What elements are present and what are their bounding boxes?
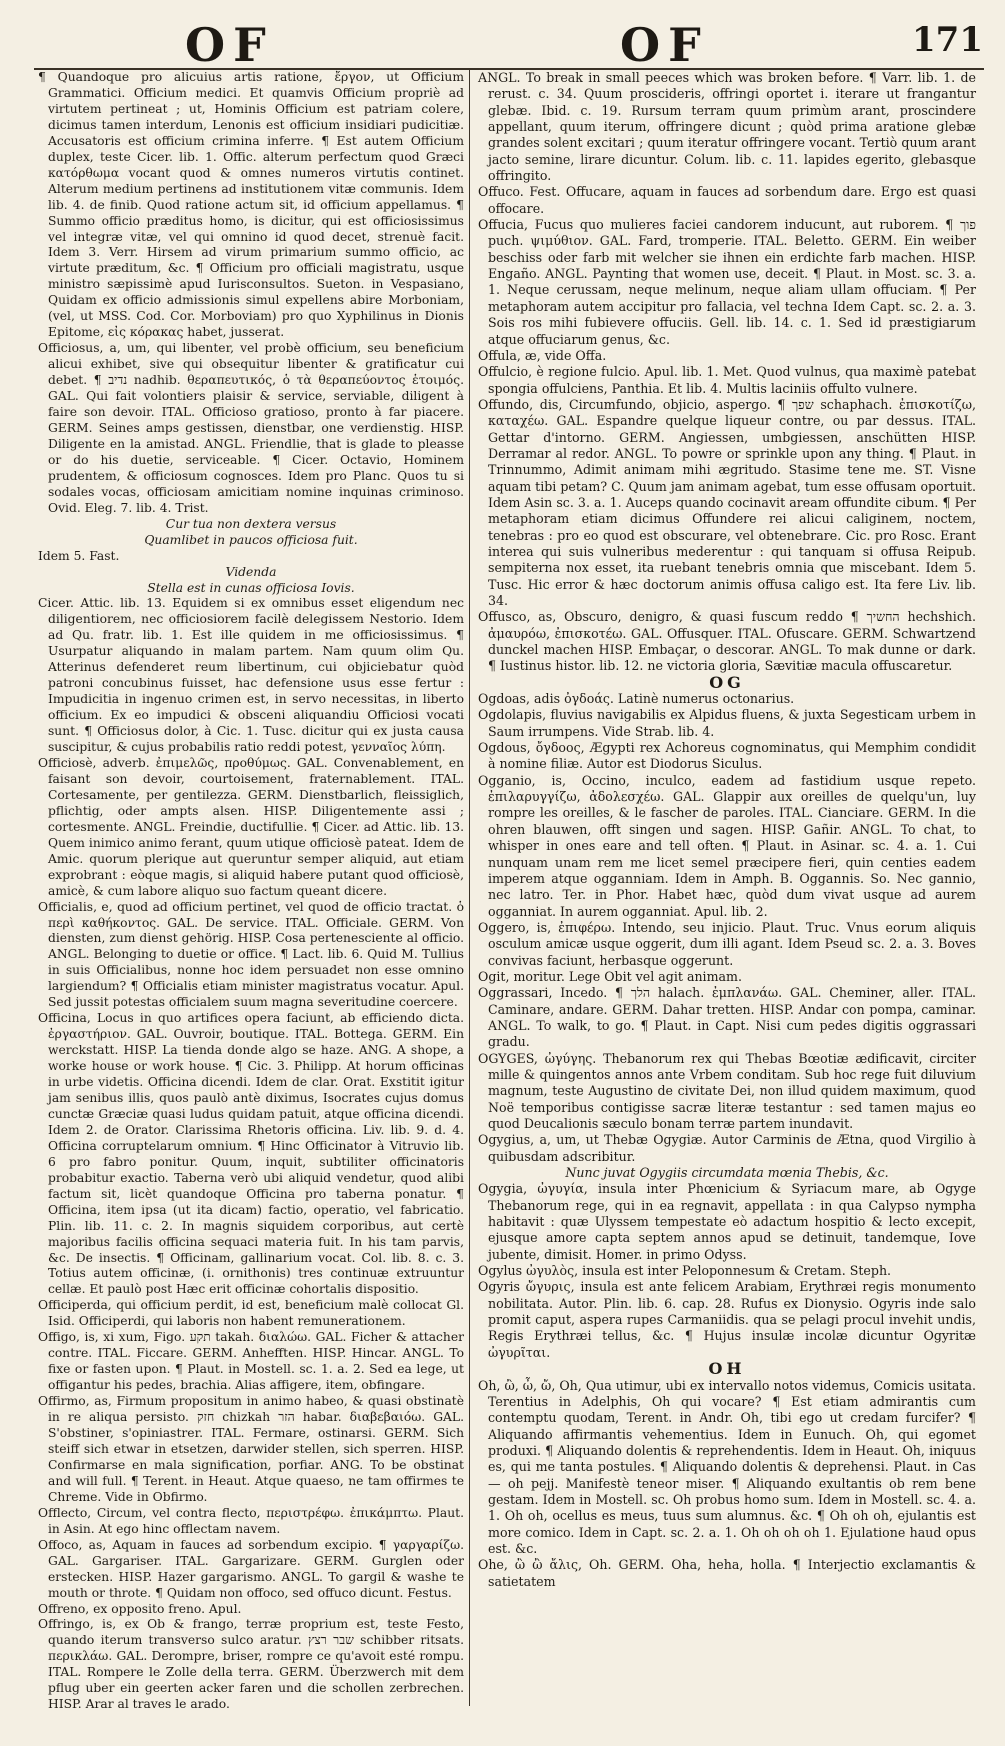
section-heading: OH <box>708 1359 746 1379</box>
dictionary-entry: Offlecto, Circum, vel contra flecto, περιστρέφω. ἐπικάμπτω. Plaut. in Asin. At ego hinc offlectam navem. <box>38 1505 464 1536</box>
dictionary-entry: Ogyris ὤγυρις, insula est ante felicem Arabiam, Erythræi regis monumento nobilitata. Autor. Plin. lib. 6. cap. 28. Rufus ex Dionysio. Ogyris inde salo promit caput, aspera rupes Carmaniidis. qua se pelagi procul invehit undis, Regis Erythræi tellus, &c. ¶ Hujus insulæ incolæ dicuntur Ogyritæ ὠγυρῖται. <box>478 1279 976 1360</box>
dictionary-entry: Ogdolapis, fluvius navigabilis ex Alpidus fluens, & juxta Segesticam urbem in Saum irrumpens. Vide Strab. lib. 4. <box>478 707 976 739</box>
dictionary-entry: Offuco. Fest. Offucare, aquam in fauces ad sorbendum dare. Ergo est quasi offocare. <box>478 184 976 216</box>
dictionary-entry: Offirmo, as, Firmum propositum in animo habeo, & quasi obstinatè in re aliqua persisto. חזק chizkah הזר habar. διαβεβαιόω. GAL. S'obstiner, s'opiniastrer. ITAL. Fermare, ostinarsi. GERM. Sich steiff sich etwar in etsetzen, darwider stellen, sich sperren. HISP. Confirmarse en mala signification, porfiar. ANG. To be obstinat and will full. ¶ Terent. in Heaut. Atque quaeso, ne tam offirmes te Chreme. Vide in Obfirmo. <box>38 1394 464 1504</box>
dictionary-entry: Offundo, dis, Circumfundo, objicio, aspergo. ¶ שפך schaphach. ἐπισκοτίζω, καταχέω. GAL. Espandre quelque liqueur contre, ou par dessus. ITAL. Gettar d'intorno. GERM. Angiessen, umbgiessen, anschütten HISP. Derramar al redor. ANGL. To powre or sprinkle upon any thing. ¶ Plaut. in Trinnummo, Adimit animam mihi ægritudo. Stasime tene me. ST. Visne aquam tibi petam? C. Quum jam animam agebat, tum esse offusam oportuit. Idem Asin sc. 3. a. 1. Auceps quando cocinavit aream offundite cibum. ¶ Per metaphoram etiam dicimus Offundere rei alicui caliginem, noctem, tenebras : pro eo quod est obscurare, vel obtenebrare. Cic. pro Rosc. Erant interea qui suis vulneribus mederentur : qui tanquam si offusa Reipub. sempiterna nox esset, ita ruebant tenebris omnia que miscebant. Idem 5. Tusc. Hic error & hæc doctorum animis offusa caligo est. Ita fere Liv. lib. 34. <box>478 396 976 608</box>
left-column <box>38 70 464 1713</box>
verse-quote: Cur tua non dextera versus <box>165 516 337 531</box>
dictionary-entry: OGYGES, ὠγύγης. Thebanorum rex qui Thebas Bœotiæ ædificavit, circiter mille & quingentos annos ante Vrbem conditam. Sub hoc rege fuit diluvium magnum, teste Augustino de civitate Dei, non illud quidem maximum, quod Noë temporibus contigisse sacræ literæ testantur : sed tamen majus eo quod Deucalionis sæculo bonam terræ partem inundavit. <box>478 1050 976 1131</box>
dictionary-entry: Cicer. Attic. lib. 13. Equidem si ex omnibus esset eligendum nec diligentiorem, nec officiosiorem facilè delegissem Nestorio. Idem ad Qu. fratr. lib. 1. Est ille quidem in me officiosissimus. ¶ Usurpatur aliquando in malam partem. Nam quum olim Qu. Atterinus defenderet reum libertinum, cui objiciebatur quòd patroni concubinus fuisset, hac defensione usus esse fertur : Impudicitia in ingenuo crimen est, in servo necessitas, in liberto officium. Ex eo impudici & obsceni aliquandiu Officiosi vocati sunt. ¶ Officiosus dolor, à Cic. 1. Tusc. dicitur qui ex justa causa suscipitur, & cujus probabilis ratio reddi potest, γενναῖος λύπη. <box>38 596 464 755</box>
dictionary-entry: Ogit, moritur. Lege Obit vel agit animam. <box>478 968 742 984</box>
dictionary-entry: Officialis, e, quod ad officium pertinet, vel quod de officio tractat. ὁ περὶ καθήκοντος. GAL. De service. ITAL. Officiale. GERM. Von diensten, zum dienst gehörig. HISP. Cosa pertenesciente al officio. ANGL. Belonging to duetie or office. ¶ Lact. lib. 6. Quid M. Tullius in suis Officialibus, nonne hoc idem persuadet non esse omnino largiendum? ¶ Officialis etiam minister magistratus vocatur. Apul. Sed jussit potestas officialem suum magna severitudine coercere. <box>38 899 464 1010</box>
dictionary-entry: Ohe, ὢ ὢ ἄλις, Oh. GERM. Oha, heha, holla. ¶ Interjectio exclamantis & satietatem <box>478 1557 976 1589</box>
dictionary-entry: Ogygius, a, um, ut Thebæ Ogygiæ. Autor Carminis de Ætna, quod Virgilio à quibusdam adscribitur. <box>478 1132 976 1164</box>
dictionary-entry: Offula, æ, vide Offa. <box>478 347 607 363</box>
dictionary-entry: Offulcio, è regione fulcio. Apul. lib. 1. Met. Quod vulnus, qua maximè patebat spongia offulciens, Panthia. Et lib. 4. Multis laciniis offulto vulnere. <box>478 364 976 396</box>
page-number: 171 <box>912 20 983 60</box>
dictionary-entry: Oggero, is, ἐπιφέρω. Intendo, seu injicio. Plaut. Truc. Vnus eorum aliquis osculum amicæ usque oggerit, dum illi agant. Idem Pseud sc. 2. a. 3. Boves convivas faciunt, herbasque oggerunt. <box>478 919 976 968</box>
dictionary-entry: ANGL. To break in small peeces which was broken before. ¶ Varr. lib. 1. de rerust. c. 34. Quum proscideris, offringi oportet i. iterare ut frangantur glebæ. Ibid. c. 19. Rursum terram quum primùm arant, proscindere appellant, quum iterum, offringere dicunt ; quòd prima aratione glebæ grandes solent excitari ; quum iteratur offringere vocant. Tertiò quum arant jacto semine, lirare dicuntur. Colum. lib. c. 11. lapides egerito, glebasque offringito. <box>478 70 976 184</box>
dictionary-entry: Oh, ὢ, ὦ, ὤ, Oh, Qua utimur, ubi ex intervallo notos videmus, Comicis usitata. Terentius in Adelphis, Oh qui vocare? ¶ Est etiam admirantis cum contemptu quodam, Terent. in Andr. Oh, tibi ego ut credam furcifer? ¶ Aliquando affirmantis vehementius. Idem in Eunuch. Oh, qui egomet produxi. ¶ Aliquando dolentis & reprehendentis. Idem in Heaut. Oh, iniquus es, qui me tanta postules. ¶ Aliquando dolentis & deprehensi. Plaut. in Cas — oh pejj. Manifestè teneor miser. ¶ Aliquando exultantis ob rem bene gestam. Idem in Mostell. sc. Oh probus homo sum. Idem in Mostell. sc. 4. a. 1. Oh oh, ocellus es meus, tuus sum alumnus. &c. ¶ Oh oh oh, ejulantis est more comico. Idem in Capt. sc. 2. a. 1. Oh oh oh oh 1. Ejulatione haud opus est. &c. <box>478 1377 976 1556</box>
dictionary-entry: ¶ Quandoque pro alicuius artis ratione, ἔργον, ut Officium Grammatici. Officium medici. Et quamvis Officium propriè ad virtutem pertineat ; ut, Hominis Officium est patriam colere, dicimus tamen interdum, Lenonis est officium insidiari pudicitiæ. Accusatoris est officium crimina inferre. ¶ Est autem Officium duplex, teste Cicer. lib. 1. Offic. alterum perfectum quod Græci κατόρθωμα vocant quod & omnes numeros virtutis continet. Alterum medium pertinens ad institutionem vitæ communis. Idem lib. 4. de finib. Quod ratione actum sit, id officium appellamus. ¶ Summo officio præditus homo, is dicitur, qui est officiosissimus vel integræ vitæ, vel qui omnino id quod decet, strenuè facit. Idem 3. Verr. Hirsem ad virum primarium summo officio, ac virtute præditum, &c. ¶ Officium pro officiali magistratu, usque ministro sæpissimè apud Iurisconsultos. Sueton. in Vespasiano, Quidam ex officio admissionis simul expellens abire Morboniam, (vel, ut MSS. Cod. Cor. Morboviam) pro quo Xyphilinus in Dionis Epitome, εἰς κόρακας habet, jusserat. <box>38 70 464 340</box>
dictionary-entry: Offoco, as, Aquam in fauces ad sorbendum excipio. ¶ γαργαρίζω. GAL. Gargariser. ITAL. Gargarizare. GERM. Gurglen oder erstecken. HISP. Hazer gargarismo. ANGL. To gargil & washe te mouth or throte. ¶ Quidam non offoco, sed offuco dicunt. Festus. <box>38 1537 464 1600</box>
right-column <box>478 70 976 1590</box>
running-head-right: OF <box>620 18 709 72</box>
verse-quote: Stella est in cunas officiosa Iovis. <box>147 580 355 595</box>
dictionary-entry: Offusco, as, Obscuro, denigro, & quasi fuscum reddo ¶ החשיך hechshich. ἀμαυρόω, ἐπισκοτέω. GAL. Offusquer. ITAL. Ofuscare. GERM. Schwartzend dunckel machen HISP. Embaçar, o descorar. ANGL. To mak dunne or dark. ¶ Iustinus histor. lib. 12. ne victoria gloria, Sævitiæ macula offuscaretur. <box>478 609 976 674</box>
dictionary-entry: Offucia, Fucus quo mulieres faciei candorem inducunt, aut ruborem. ¶ פוך puch. ψιμύθιον. GAL. Fard, tromperie. ITAL. Beletto. GERM. Ein weiber beschiss oder farb mit welcher sie ihnen ein erdichte farb machen. HISP. Engaño. ANGL. Paynting that women use, deceit. ¶ Plaut. in Most. sc. 3. a. 1. Neque cerussam, neque melinum, neque aliam ullam offuciam. ¶ Per metaphoram autem accipitur pro fallacia, vel techna Idem Capt. sc. 2. a. 3. Sois ros mihi fubievere offuciis. Gell. lib. 14. c. 1. Sed id præstigiarum atque offuciarum genus, &c. <box>478 217 976 347</box>
running-head-left: OF <box>185 18 274 72</box>
dictionary-entry: Officina, Locus in quo artifices opera faciunt, ab efficiendo dicta. ἐργαστήριον. GAL. Ouvroir, boutique. ITAL. Bottega. GERM. Ein werckstatt. HISP. La tienda donde algo se haze. ANG. A shope, a worke house or work house. ¶ Cic. 3. Philipp. At horum officinas in urbe videtis. Officina dicendi. Idem de clar. Orat. Exstitit igitur jam senibus illis, quos paulò antè diximus, Isocrates cujus domus cunctæ Græciæ quasi ludus quidam patuit, atque officina dicendi. Idem 2. de Orator. Clarissima Rhetoris officina. Liv. lib. 9. d. 4. Officina corruptelarum omnium. ¶ Hinc Officinator à Vitruvio lib. 6 pro fabro ponitur. Quum, inquit, subtiliter officinatoris probabitur exactio. Taberna verò ubi aliquid vendetur, quod alibi factum sit, licèt quandoque Officina pro taberna ponatur. ¶ Officina, item ipsa (ut ita dicam) factio, operatio, vel fabricatio. Plin. lib. 11. c. 2. In magnis siquidem corporibus, aut certè majoribus facilis officina sequaci materia fuit. In his tam parvis, &c. De insectis. ¶ Officinam, gallinarium vocat. Col. lib. 8. c. 3. Totius autem officinæ, (i. ornithonis) tres continuæ extruuntur cellæ. Et paulò post Hæc erit officinæ cohortalis dispositio. <box>38 1011 464 1297</box>
column-divider <box>469 70 470 1706</box>
dictionary-entry: Offringo, is, ex Ob & frango, terræ proprium est, teste Festo, quando iterum transverso sulco aratur. שבר רצץ schibber ritsats. περικλάω. GAL. Derompre, briser, rompre ce qu'avoit esté rompu. ITAL. Rompere le Zolle della terra. GERM. Überzwerch mit dem pflug uber ein geerten acker faren und die schollen zerbrechen. HISP. Arar al traves le arado. <box>38 1617 464 1712</box>
verse-quote: Nunc juvat Ogygiis circumdata mœnia Thebis, &c. <box>565 1165 889 1181</box>
verse-quote: Quamlibet in paucos officiosa fuit. <box>144 532 358 547</box>
page-header <box>0 14 1005 74</box>
section-heading: OG <box>709 672 745 692</box>
dictionary-entry: Oggrassari, Incedo. ¶ הלך halach. ἐμπλανάω. GAL. Cheminer, aller. ITAL. Caminare, andare. GERM. Dahar tretten. HISP. Andar con pompa, caminar. ANGL. To walk, to go. ¶ Plaut. in Capt. Nisi cum pedes digitis oggrassari gradu. <box>478 985 976 1050</box>
verse-quote: Videnda <box>225 564 277 579</box>
dictionary-entry: Ogdous, ὄγδοος, Ægypti rex Achoreus cognominatus, qui Memphim condidit à nomine filiæ. Autor est Diodorus Siculus. <box>478 740 976 772</box>
dictionary-entry: Ogganio, is, Occino, inculco, eadem ad fastidium usque repeto. ἐπιλαρυγγίζω, ἀδολεσχέω. GAL. Glappir aux oreilles de quelqu'un, luy rompre les oreilles, & le fascher de paroles. ITAL. Cianciare. GERM. In die ohren blauwen, offt singen und sagen. HISP. Gañir. ANGL. To chat, to whisper in ones eare and tell often. ¶ Plaut. in Asinar. sc. 4. a. 1. Cui nunquam unam rem me licet semel præcipere fieri, quin centies eadem imperem atque ogganniam. Idem in Amph. B. Oggannis. So. Nec gannio, nec latro. Ter. in Phor. Habet hæc, quòd dum vivat usque ad aurem ogganniat. In aurem ogganniat. Apul. lib. 2. <box>478 772 976 919</box>
dictionary-entry: Ogylus ὠγυλὸς, insula est inter Peloponnesum & Cretam. Steph. <box>478 1263 892 1279</box>
dictionary-entry: Officiosus, a, um, qui libenter, vel probè officium, seu beneficium alicui exhibet, sive qui obsequitur libenter & gratificatur cui debet. ¶ נדיב nadhib. θεραπευτικός, ὁ τὰ θεραπεύοντος ἑτοιμός. GAL. Qui fait volontiers plaisir & service, serviable, diligent à faire son devoir. ITAL. Officioso gratioso, pronto à far piacere. GERM. Seines amps gestissen, dienstbar, one verdienstig. HISP. Diligente en la amistad. ANGL. Friendlie, that is glade to pleasse or do his duetie, serviceable. ¶ Cicer. Octavio, Hominem prudentem, & officiosum cognosces. Idem pro Planc. Quos tu si sodales vocas, officiosam amicitiam nomine inquinas criminoso. Ovid. Eleg. 7. lib. 4. Trist. <box>38 341 464 515</box>
dictionary-entry: Officiosè, adverb. ἐπιμελῶς, προθύμως. GAL. Convenablement, en faisant son devoir, courtoisement, fraternablement. ITAL. Cortesamente, per gentilezza. GERM. Dienstbarlich, fleissiglich, pflichtig, oder ampts alsen. HISP. Diligentemente assi ; cortesmente. ANGL. Freindie, ductifullie. ¶ Cicer. ad Attic. lib. 13. Quem inimico animo ferant, quum utique officiosè pateat. Idem de Amic. quorum plerique aut queruntur semper aliquid, aut etiam exprobrant : eòque magis, si aliquid habere putant quod officiosè, amicè, & cum labore aliquo suo factum queant dicere. <box>38 755 464 898</box>
dictionary-entry: Ogdoas, adis ὀγδοάς. Latinè numerus octonarius. <box>478 691 795 707</box>
dictionary-entry: Offigo, is, xi xum, Figo. תקע takah. διαλώω. GAL. Ficher & attacher contre. ITAL. Ficcare. GERM. Anhefften. HISP. Hincar. ANGL. To fixe or fasten upon. ¶ Plaut. in Mostell. sc. 1. a. 2. Sed ea lege, ut offigantur his pedes, brachia. Alias affigere, item, obfingare. <box>38 1330 464 1393</box>
dictionary-entry: Officiperda, qui officium perdit, id est, beneficium malè collocat Gl. Isid. Officiperdi, qui laboris non habent remunerationem. <box>38 1298 464 1329</box>
dictionary-entry: Ogygia, ὠγυγία, insula inter Phœnicium & Syriacum mare, ab Ogyge Thebanorum rege, qui in ea regnavit, appellata : in qua Calypso nympha habitavit : quæ Ulyssem tempestate eò adactum hospitio & lecto excepit, ejusque amore capta septem annos apud se detinuit, tandemque, Iove jubente, dimisit. Homer. in primo Odyss. <box>478 1181 976 1262</box>
dictionary-entry: Offreno, ex opposito freno. Apul. <box>38 1601 242 1616</box>
dictionary-entry: Idem 5. Fast. <box>38 548 120 563</box>
